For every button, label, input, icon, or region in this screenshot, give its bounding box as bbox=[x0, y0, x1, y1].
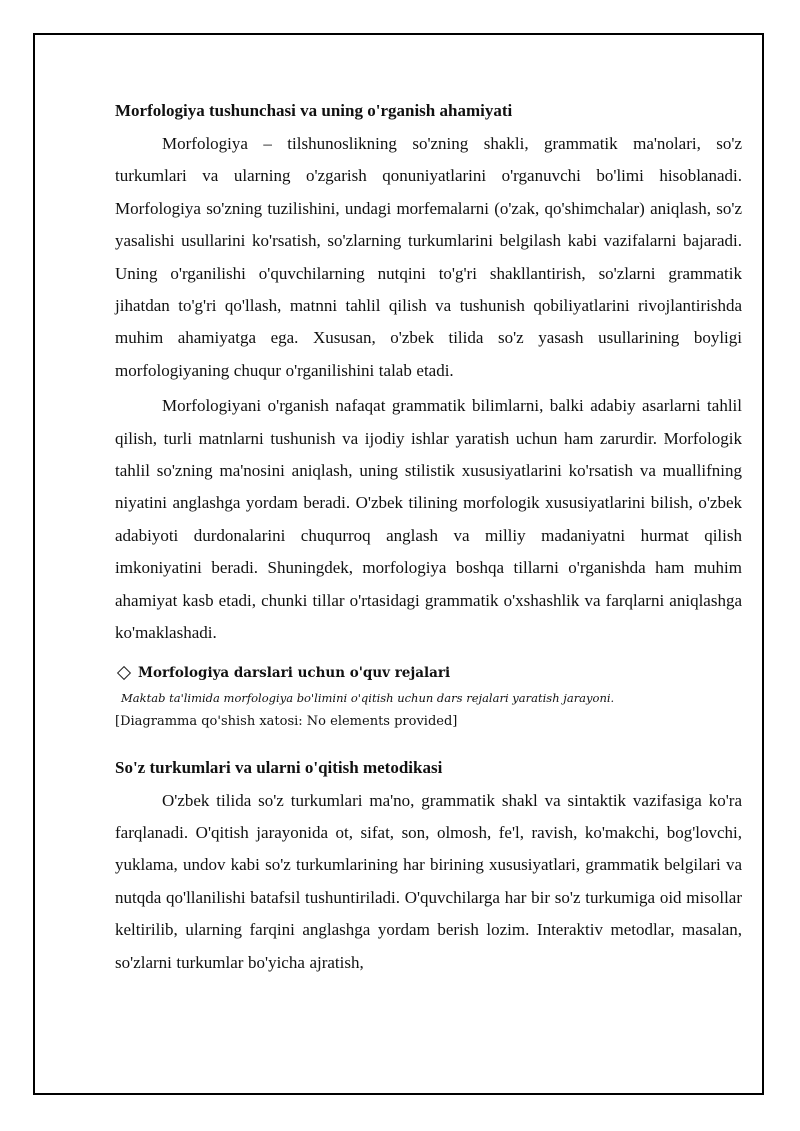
lesson-plan-title bbox=[115, 662, 742, 684]
section-heading: So'z turkumlari va ularni o'qitish metodikasi bbox=[115, 757, 443, 777]
paragraph: O'zbek tilida so'z turkumlari ma'no, grammatik shakl va sintaktik vazifasiga ko'ra farqlanadi. O'qitish jarayonida ot, sifat, son, olmosh, fe'l, ravish, ko'makchi, bog'lovchi, yuklama, undov kabi so'z turkumlarining har birining xususiyatlari, grammatik belgilari va nutqda qo'llanilishi batafsil tushuntiriladi. O'quvchilarga har bir so'z turkumiga oid misollar keltirilib, ularning farqini anglashga yordam berish lozim. Interaktiv metodlar, masalan, so'zlarni turkumlar bo'yicha ajratish, bbox=[115, 790, 742, 972]
document-content bbox=[115, 96, 742, 979]
lesson-plan-title-text: Morfologiya darslari uchun o'quv rejalari bbox=[138, 664, 451, 681]
diagram-error-message: [Diagramma qo'shish xatosi: No elements provided] bbox=[115, 713, 458, 729]
section-morphology-concept bbox=[115, 96, 742, 650]
paragraph: Morfologiya – tilshunoslikning so'zning shakli, grammatik ma'nolari, so'z turkumlari va ularning o'zgarish qonuniyatlarini o'rganuvchi bo'limi hisoblanadi. Morfologiya so'zning tuzilishini, undagi morfemalarni (o'zak, qo'shimchalar) aniqlash, so'z yasalishi usullarini ko'rsatish, so'zlarning turkumlarini belgilash kabi vazifalarni bajaradi. Uning o'rganilishi o'quvchilarning nutqini to'g'ri shakllantirish, so'zlarni grammatik jihatdan to'g'ri qo'llash, matnni tahlil qilish va tushunish qobiliyatlarini rivojlantirishda muhim ahamiyatga ega. Xususan, o'zbek tilida so'z yasash usullarining boyligi morfologiyaning chuqur o'rganilishini talab etadi. bbox=[115, 134, 742, 380]
section-heading: Morfologiya tushunchasi va uning o'rganish ahamiyati bbox=[115, 101, 513, 120]
section-word-classes bbox=[115, 753, 742, 979]
diamond-icon bbox=[117, 665, 131, 679]
lesson-plan-block bbox=[115, 662, 742, 732]
paragraph: Morfologiyani o'rganish nafaqat grammatik bilimlarni, balki adabiy asarlarni tahlil qilish, turli matnlarni tushunish va ijodiy ishlar yaratish uchun ham zarurdir. Morfologik tahlil so'zning ma'nosini aniqlash, uning stilistik xususiyatlarini ko'rsatish va muallifning niyatini anglashga yordam beradi. O'zbek tilining morfologik xususiyatlarini bilish, o'zbek adabiyoti durdonalarini chuqurroq anglash va milliy madaniyatni hurmat qilish imkoniyatini beradi. Shuningdek, morfologiya boshqa tillarni o'rganishda ham muhim ahamiyat kasb etadi, chunki tillar o'rtasidagi grammatik o'xshashlik va farqlarni aniqlashga ko'maklashadi. bbox=[115, 396, 742, 643]
lesson-plan-subtitle: Maktab ta'limida morfologiya bo'limini o'qitish uchun dars rejalari yaratish jarayoni. bbox=[121, 690, 615, 705]
